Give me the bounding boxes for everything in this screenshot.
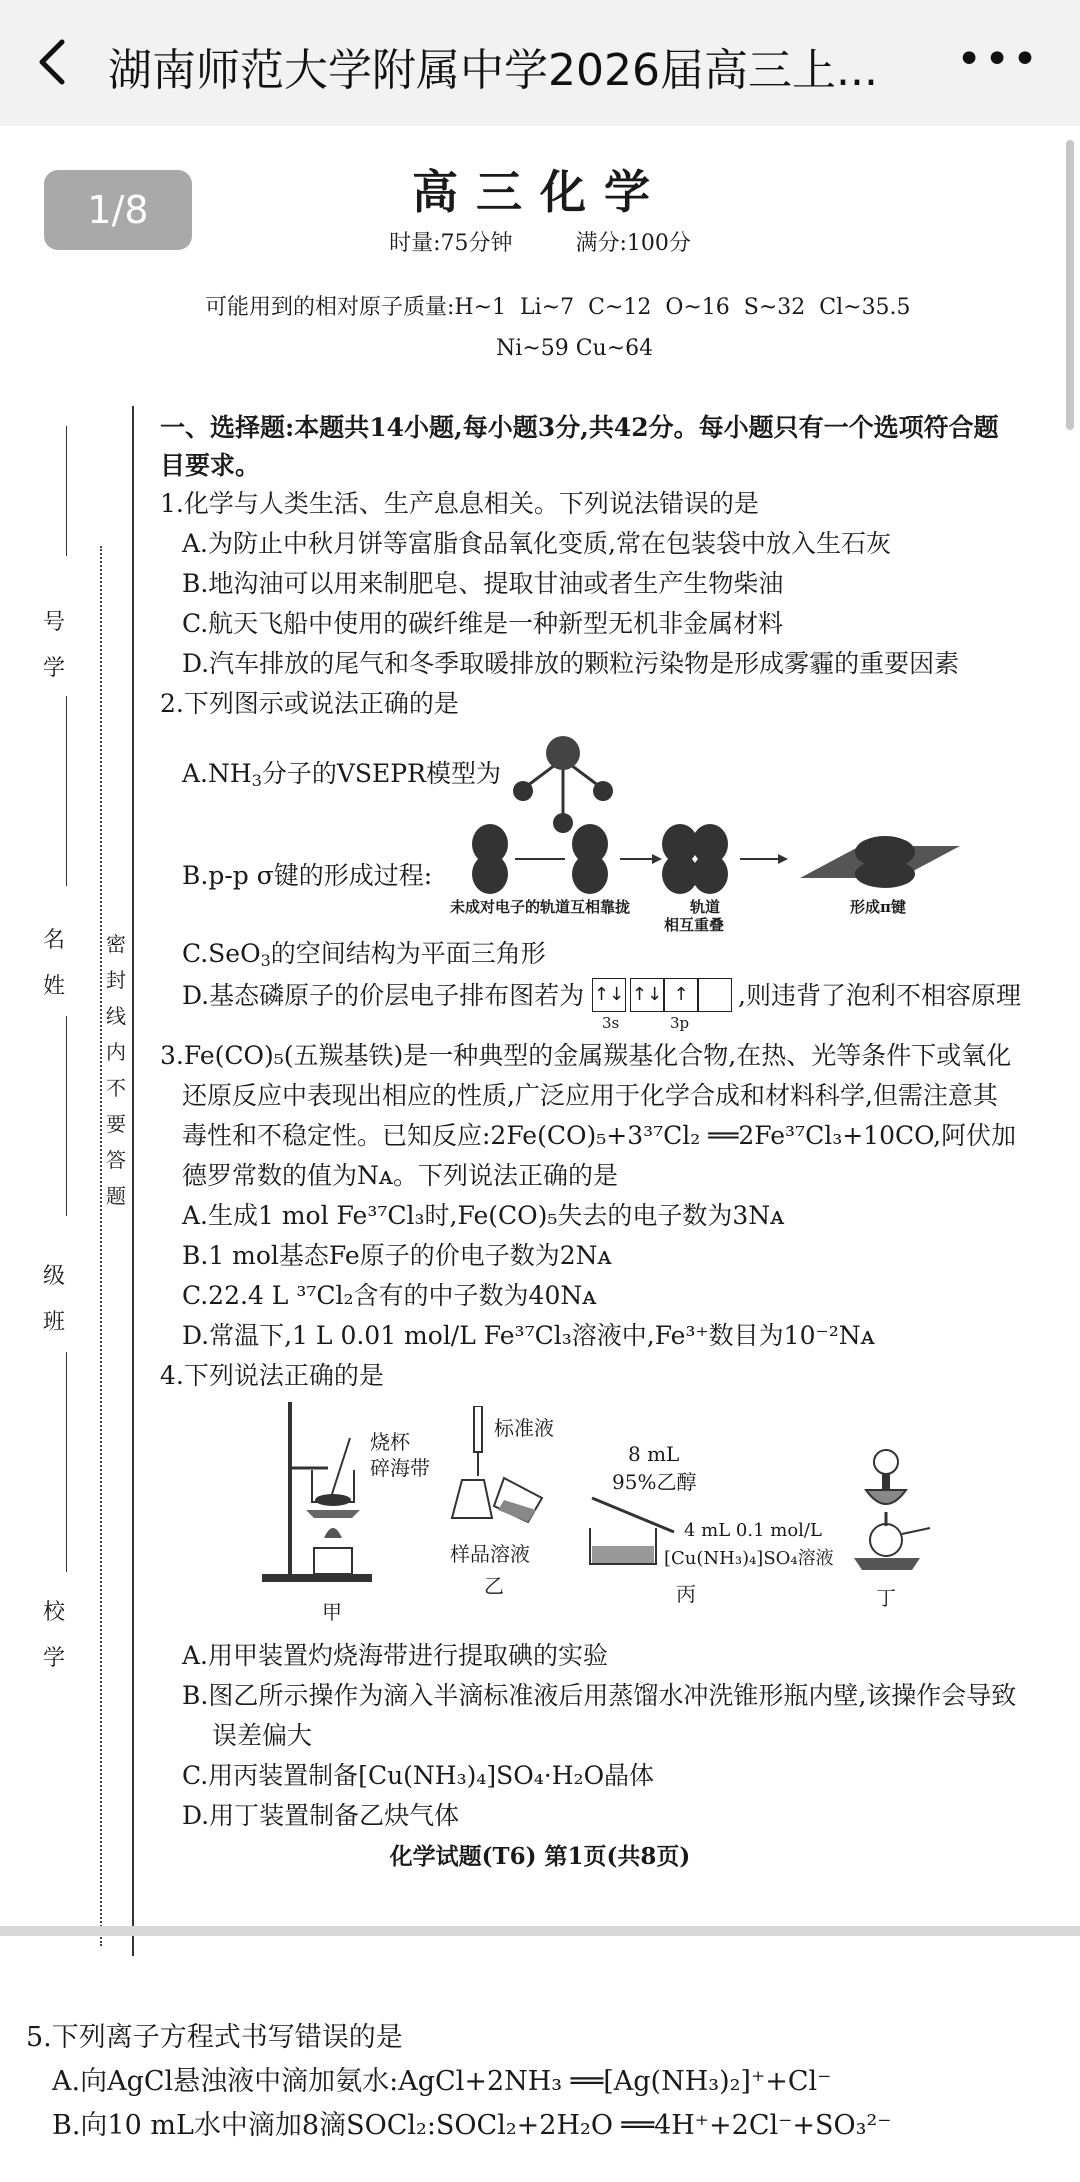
- q5-option-a: A.向AgCl悬浊液中滴加氨水:AgCl+2NH₃ ══[Ag(NH₃)₂]⁺+Cl⁻: [52, 2066, 832, 2097]
- q4-stem: 4.下列说法正确的是: [160, 1361, 384, 1390]
- q5-stem: 5.下列离子方程式书写错误的是: [26, 2022, 403, 2053]
- q4-option-a: A.用甲装置灼烧海带进行提取碘的实验: [182, 1641, 609, 1670]
- q2-option-a: [182, 756, 501, 799]
- q2-a-pre: A.NH: [182, 759, 252, 788]
- q5-option-b: B.向10 mL水中滴加8滴SOCl₂:SOCl₂+2H₂O ══4H⁺+2Cl⁻+SO₃²⁻: [52, 2110, 892, 2141]
- q2-option-c: [182, 936, 546, 979]
- label-school-char2: 学: [42, 1646, 65, 1671]
- q2-a-sub: 3: [251, 771, 262, 790]
- exam-title: 高三化学: [412, 165, 668, 219]
- apparatus-jia-figure: [262, 1398, 382, 1588]
- exam-meta: [0, 226, 1080, 257]
- q2-b-caption-1: 未成对电子的轨道互相靠拢: [450, 898, 631, 916]
- document-title: 湖南师范大学附属中学2026届高三上...: [108, 45, 878, 96]
- q2-c-sub: 3: [260, 951, 271, 970]
- orbital-box-3p-3: [698, 978, 732, 1012]
- school-blank: [66, 1352, 67, 1572]
- fig-bing-ethanol-label: 95%乙醇: [612, 1470, 697, 1494]
- q3-line3: 毒性和不稳定性。已知反应:2Fe(CO)₅+3³⁷Cl₂ ══2Fe³⁷Cl₃+10CO,阿伏加: [182, 1121, 1017, 1150]
- fig-jia-caption: 甲: [322, 1600, 342, 1624]
- q3-line4: 德罗常数的值为Nᴀ。下列说法正确的是: [182, 1161, 618, 1190]
- q2-b-caption-3: 相互重叠: [664, 916, 725, 934]
- q2-c-post: 的空间结构为平面三角形: [270, 939, 546, 968]
- q3-option-a: A.生成1 mol Fe³⁷Cl₃时,Fe(CO)₅失去的电子数为3Nᴀ: [182, 1201, 785, 1230]
- q1-option-d: D.汽车排放的尾气和冬季取暖排放的颗粒污染物是形成雾霾的重要因素: [182, 649, 960, 678]
- q3-option-b: B.1 mol基态Fe原子的价电子数为2Nᴀ: [182, 1241, 612, 1270]
- fig-jia-kelp-label: 碎海带: [370, 1456, 430, 1480]
- top-bar: [0, 0, 1080, 126]
- q3-line1: 3.Fe(CO)₅(五羰基铁)是一种典型的金属羰基化合物,在热、光等条件下或氧化: [160, 1041, 1012, 1070]
- orbital-box-3p-1: ↑↓: [630, 978, 664, 1012]
- atomic-masses-line1: 可能用到的相对原子质量:H~1 Li~7 C~12 O~16 S~32 Cl~35.5: [205, 295, 911, 320]
- section-header-line2: 目要求。: [160, 451, 261, 480]
- seal-notice: 密封线内不要答题: [106, 932, 126, 1208]
- label-class-char2: 班: [42, 1310, 65, 1335]
- page-indicator: 1/8: [44, 170, 192, 250]
- fig-bing-caption: 丙: [676, 1582, 696, 1606]
- q2-option-d-pre: D.基态磷原子的价层电子排布图若为: [182, 981, 585, 1010]
- binding-line: [132, 406, 134, 1956]
- fig-bing-volume-label: 8 mL: [628, 1442, 680, 1466]
- fig-yi-std-label: 标准液: [494, 1416, 554, 1440]
- label-school-char1: 校: [42, 1600, 65, 1625]
- label-class-char1: 级: [42, 1264, 65, 1289]
- section-header-line1: 一、选择题:本题共14小题,每小题3分,共42分。每小题只有一个选项符合题: [160, 413, 999, 442]
- q2-b-caption-2: 轨道: [690, 898, 721, 916]
- q2-option-b: B.p-p σ键的形成过程:: [182, 861, 433, 890]
- q4-option-c: C.用丙装置制备[Cu(NH₃)₄]SO₄·H₂O晶体: [182, 1761, 655, 1790]
- q1-stem: 1.化学与人类生活、生产息息相关。下列说法错误的是: [160, 489, 759, 518]
- label-id-char2: 学: [42, 656, 65, 681]
- back-button[interactable]: [30, 32, 80, 92]
- exam-score: 满分:100分: [575, 231, 691, 256]
- q1-option-a: A.为防止中秋月饼等富脂食品氧化变质,常在包装袋中放入生石灰: [182, 529, 891, 558]
- orbital-box-3p-2: ↑: [664, 978, 698, 1012]
- q4-option-b-line2: 误差偏大: [212, 1721, 313, 1750]
- q3-line2: 还原反应中表现出相应的性质,广泛应用于化学合成和材料科学,但需注意其: [182, 1081, 998, 1110]
- q2-b-caption-4: 形成π键: [850, 898, 906, 916]
- exam-page: [0, 126, 1080, 1926]
- more-options-button[interactable]: •••: [956, 34, 1040, 85]
- label-name-char2: 姓: [42, 974, 65, 999]
- fig-ding-caption: 丁: [876, 1586, 896, 1610]
- fig-jia-beaker-label: 烧杯: [370, 1430, 410, 1454]
- q1-option-b: B.地沟油可以用来制肥皂、提取甘油或者生产生物柴油: [182, 569, 784, 598]
- atomic-masses-line2: Ni~59 Cu~64: [496, 336, 654, 361]
- seal-dotted-line: [100, 546, 102, 1946]
- page-footer: 化学试题(T6) 第1页(共8页): [389, 1843, 691, 1870]
- fig-yi-sample-label: 样品溶液: [450, 1542, 530, 1566]
- q2-stem: 2.下列图示或说法正确的是: [160, 689, 459, 718]
- fig-yi-caption: 乙: [484, 1574, 504, 1598]
- q4-option-d: D.用丁装置制备乙炔气体: [182, 1801, 460, 1830]
- fig-bing-solution-label-1: 4 mL 0.1 mol/L: [684, 1520, 822, 1541]
- fig-bing-solution-label-2: [Cu(NH₃)₄]SO₄溶液: [664, 1548, 834, 1569]
- q4-option-b-line1: B.图乙所示操作为滴入半滴标准液后用蒸馏水冲洗锥形瓶内壁,该操作会导致: [182, 1681, 1017, 1710]
- q3-option-c: C.22.4 L ³⁷Cl₂含有的中子数为40Nᴀ: [182, 1281, 597, 1310]
- q3-option-d: D.常温下,1 L 0.01 mol/L Fe³⁷Cl₃溶液中,Fe³⁺数目为10⁻²Nᴀ: [182, 1321, 875, 1350]
- orbital-label-3s: 3s: [602, 1014, 620, 1032]
- orbital-label-3p: 3p: [670, 1014, 690, 1032]
- apparatus-ding-figure: [850, 1448, 940, 1572]
- q2-option-d-post: ,则违背了泡利不相容原理: [738, 981, 1021, 1010]
- q2-c-pre: C.SeO: [182, 939, 261, 968]
- page-divider: [0, 1926, 1080, 1936]
- name-blank: [66, 696, 67, 886]
- p-p-bond-figure: [460, 816, 1030, 906]
- label-name-char1: 名: [42, 928, 65, 953]
- q2-a-post: 分子的VSEPR模型为: [261, 759, 501, 788]
- class-blank: [66, 1016, 67, 1216]
- chevron-left-icon: [30, 32, 80, 92]
- orbital-box-3s: ↑↓: [592, 978, 626, 1012]
- label-id-char1: 号: [42, 610, 65, 635]
- q1-option-c: C.航天飞船中使用的碳纤维是一种新型无机非金属材料: [182, 609, 784, 638]
- id-blank: [66, 426, 67, 556]
- exam-time: 时量:75分钟: [389, 231, 513, 256]
